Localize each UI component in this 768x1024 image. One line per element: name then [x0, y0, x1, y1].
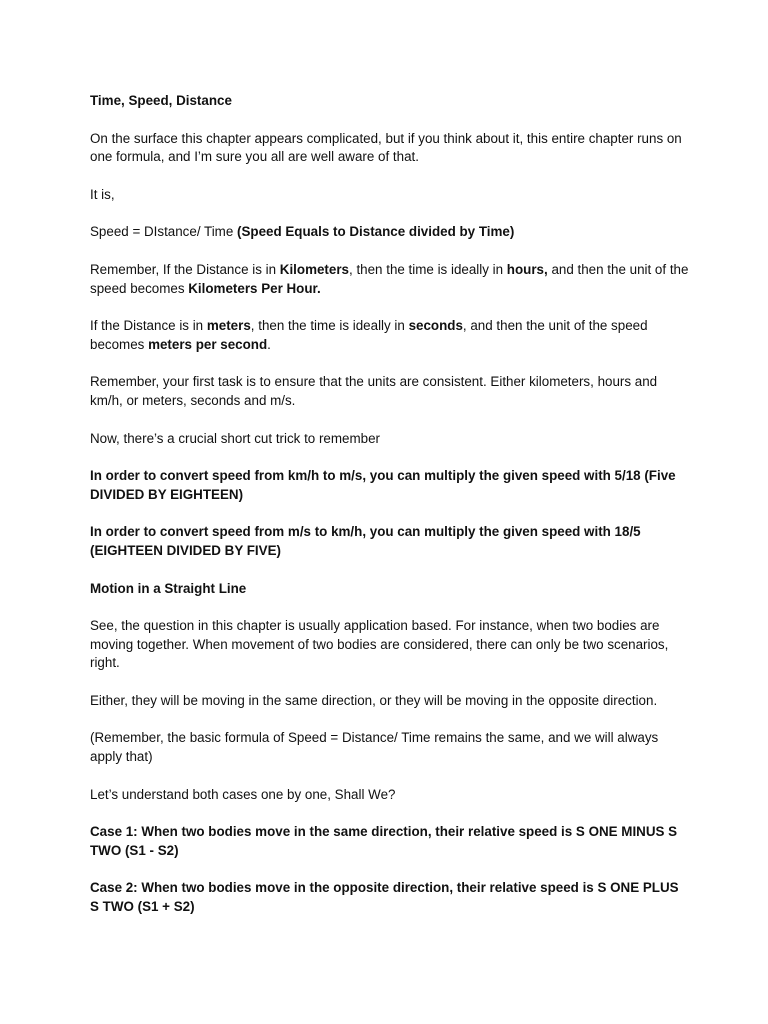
km-rule-text-3: and then the unit of the speed becomes	[90, 261, 689, 296]
section-heading: Motion in a Straight Line	[90, 580, 247, 596]
m-rule-text-1: If the Distance is in	[90, 318, 207, 334]
km-rule-text-1: Remember, If the Distance is in	[90, 261, 280, 277]
m-rule-meters: meters	[206, 318, 251, 334]
km-rule-kilometers: Kilometers	[279, 261, 349, 277]
units-note-paragraph: Remember, your first task is to ensure that the units are consistent. Either kilometers, hours and km/h, or meters, seconds and m/s.	[90, 374, 658, 408]
km-rule-paragraph	[90, 261, 690, 298]
document-page	[90, 92, 690, 936]
m-rule-paragraph	[90, 317, 690, 354]
km-rule-unit: Kilometers Per Hour.	[188, 280, 321, 296]
convert-ms-to-kmh-paragraph: In order to convert speed from m/s to km/h, you can multiply the given speed with 18/5 (EIGHTEEN DIVIDED BY FIVE)	[90, 524, 641, 558]
m-rule-text-3: , and then the unit of the speed becomes	[90, 318, 648, 352]
case-2-paragraph: Case 2: When two bodies move in the opposite direction, their relative speed is S ONE PLUS S TWO (S1 + S2)	[90, 880, 679, 915]
km-rule-text-2: , then the time is ideally in	[349, 261, 507, 277]
m-rule-text-2: , then the time is ideally in	[250, 318, 409, 334]
shortcut-intro-paragraph: Now, there’s a crucial short cut trick to remember	[90, 430, 380, 446]
m-rule-text-4: .	[267, 336, 271, 352]
m-rule-unit: meters per second	[148, 336, 268, 352]
lets-understand-paragraph: Let’s understand both cases one by one, Shall We?	[90, 786, 396, 802]
intro-paragraph: On the surface this chapter appears complicated, but if you think about it, this entire chapter runs on one formula, and I’m sure you all are well aware of that.	[90, 130, 682, 165]
formula-paragraph	[90, 223, 690, 242]
directions-paragraph: Either, they will be moving in the same direction, or they will be moving in the opposite direction.	[90, 692, 658, 708]
motion-intro-paragraph: See, the question in this chapter is usually application based. For instance, when two bodies are moving together. When movement of two bodies are considered, there can only be two scenarios, right.	[90, 618, 669, 671]
reminder-paragraph: (Remember, the basic formula of Speed = Distance/ Time remains the same, and we will always apply that)	[90, 730, 659, 765]
case-1-paragraph: Case 1: When two bodies move in the same direction, their relative speed is S ONE MINUS S TWO (S1 - S2)	[90, 824, 678, 858]
convert-kmh-to-ms-paragraph: In order to convert speed from km/h to m/s, you can multiply the given speed with 5/18 (Five DIVIDED BY EIGHTEEN)	[90, 468, 676, 502]
m-rule-seconds: seconds	[408, 318, 463, 334]
km-rule-hours: hours,	[506, 261, 548, 277]
document-heading: Time, Speed, Distance	[90, 93, 232, 108]
formula-text: Speed = DIstance/ Time	[90, 224, 238, 240]
it-is-paragraph: It is,	[90, 186, 115, 202]
formula-explanation: (Speed Equals to Distance divided by Time)	[237, 224, 515, 240]
